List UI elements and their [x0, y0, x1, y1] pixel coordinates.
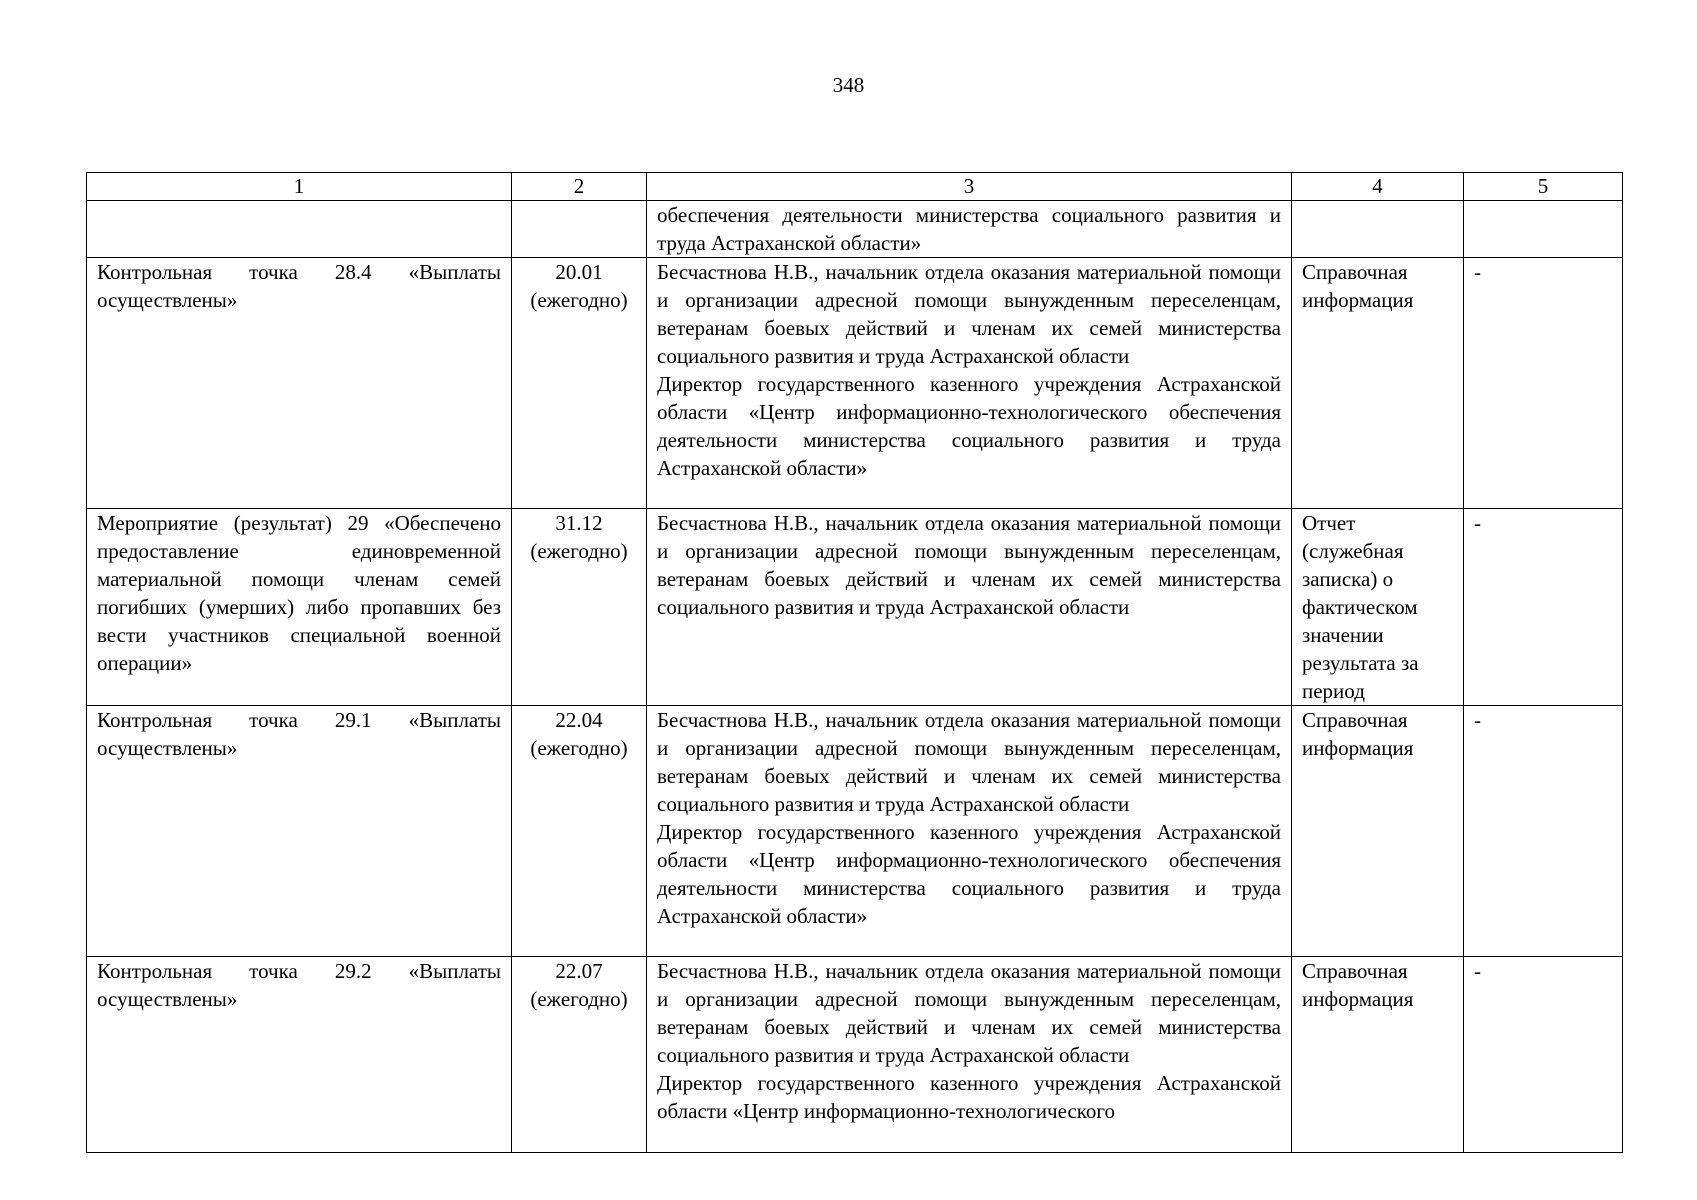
- deadline-cell: 22.04 (ежегодно): [512, 706, 647, 957]
- document-type-cell: Справочная информация: [1292, 957, 1464, 1153]
- deadline-cell: [512, 201, 647, 258]
- document-type-cell: Справочная информация: [1292, 258, 1464, 509]
- column-header: 3: [647, 173, 1292, 201]
- column-header: 2: [512, 173, 647, 201]
- note-cell: -: [1464, 509, 1623, 706]
- note-cell: [1464, 201, 1623, 258]
- document-type-cell: [1292, 201, 1464, 258]
- event-name-cell: Контрольная точка 29.2 «Выплаты осуществлены»: [87, 957, 512, 1153]
- event-name-cell: [87, 201, 512, 258]
- deadline-cell: 31.12 (ежегодно): [512, 509, 647, 706]
- table-row: [87, 258, 1623, 509]
- event-name-cell: Мероприятие (результат) 29 «Обеспечено предоставление единовременной материальной помощи членам семей погибших (умерших) либо пропавших без вести участников специальной военной операции»: [87, 509, 512, 706]
- column-header: 4: [1292, 173, 1464, 201]
- schedule-table: [86, 172, 1623, 1153]
- column-header: 1: [87, 173, 512, 201]
- column-header: 5: [1464, 173, 1623, 201]
- responsible-cell: Бесчастнова Н.В., начальник отдела оказания материальной помощи и организации адресной помощи вынужденным переселенцам, ветеранам боевых действий и членам их семей министерства социального развития и труда Астраханской области Директор государственного казенного учреждения Астраханской области «Центр информационно-технологического: [647, 957, 1292, 1153]
- table-header-row: [87, 173, 1623, 201]
- deadline-cell: 20.01 (ежегодно): [512, 258, 647, 509]
- document-type-cell: Отчет (служебная записка) о фактическом значении результата за период: [1292, 509, 1464, 706]
- table-row: [87, 509, 1623, 706]
- event-name-cell: Контрольная точка 29.1 «Выплаты осуществлены»: [87, 706, 512, 957]
- responsible-cell: Бесчастнова Н.В., начальник отдела оказания материальной помощи и организации адресной помощи вынужденным переселенцам, ветеранам боевых действий и членам их семей министерства социального развития и труда Астраханской области Директор государственного казенного учреждения Астраханской области «Центр информационно-технологического обеспечения деятельности министерства социального развития и труда Астраханской области»: [647, 706, 1292, 957]
- event-name-cell: Контрольная точка 28.4 «Выплаты осуществлены»: [87, 258, 512, 509]
- note-cell: -: [1464, 258, 1623, 509]
- note-cell: -: [1464, 706, 1623, 957]
- page-number: 348: [832, 73, 865, 97]
- responsible-cell: Бесчастнова Н.В., начальник отдела оказания материальной помощи и организации адресной помощи вынужденным переселенцам, ветеранам боевых действий и членам их семей министерства социального развития и труда Астраханской области Директор государственного казенного учреждения Астраханской области «Центр информационно-технологического обеспечения деятельности министерства социального развития и труда Астраханской области»: [647, 258, 1292, 509]
- table-row: [87, 706, 1623, 957]
- note-cell: -: [1464, 957, 1623, 1153]
- responsible-cell: обеспечения деятельности министерства социального развития и труда Астраханской области»: [647, 201, 1292, 258]
- document-type-cell: Справочная информация: [1292, 706, 1464, 957]
- responsible-cell: Бесчастнова Н.В., начальник отдела оказания материальной помощи и организации адресной помощи вынужденным переселенцам, ветеранам боевых действий и членам их семей министерства социального развития и труда Астраханской области: [647, 509, 1292, 706]
- table-row: [87, 201, 1623, 258]
- deadline-cell: 22.07 (ежегодно): [512, 957, 647, 1153]
- table-row: [87, 957, 1623, 1153]
